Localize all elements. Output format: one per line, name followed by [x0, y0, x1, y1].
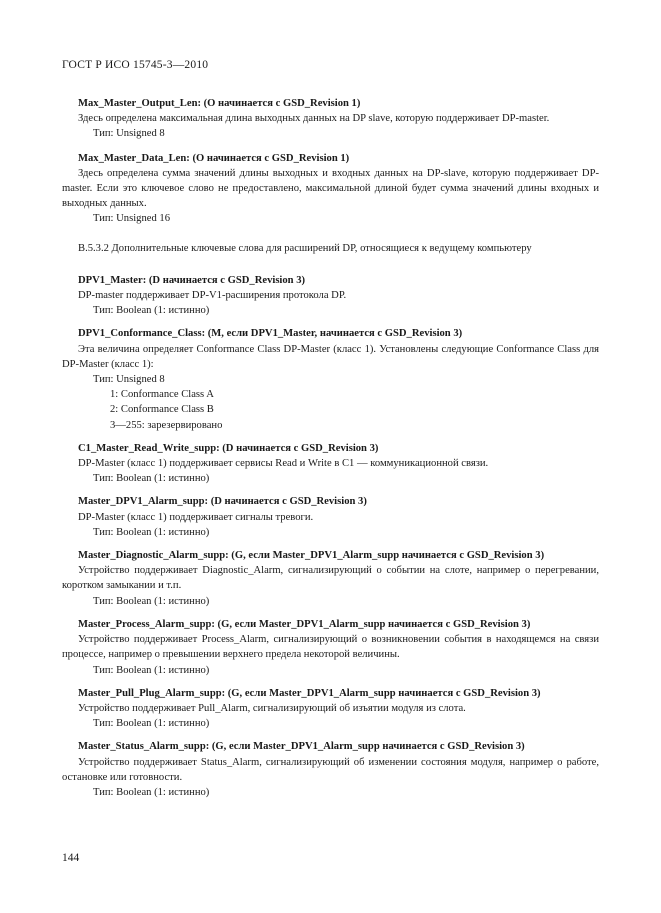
keyword-type: Тип: Unsigned 8 [93, 128, 165, 140]
keyword-title: DPV1_Master: (D начинается с GSD_Revision 3) [78, 274, 306, 286]
document-header: ГОСТ Р ИСО 15745-3—2010 [62, 59, 209, 71]
keyword-type: Тип: Boolean (1: истинно) [93, 305, 210, 317]
keyword-description: Эта величина определяет Conformance Class DP-Master (класс 1). Установлены следующие Conformance Class для DP-Master (класс 1): [62, 343, 599, 370]
value-item: 1: Conformance Class A [110, 389, 214, 401]
keyword-type: Тип: Boolean (1: истинно) [93, 595, 210, 607]
keyword-description: Здесь определена сумма значений длины выходных и входных данных на DP-slave, которую поддерживает DP-master. Если это ключевое слово не предоставлено, максимальной длиной будет сумма значений длины входных и выходных данных. [62, 167, 599, 210]
keyword-title: Master_Diagnostic_Alarm_supp: (G, если Master_DPV1_Alarm_supp начинается с GSD_Revision 3) [78, 550, 545, 562]
keyword-entry [62, 686, 599, 732]
value-item: 2: Conformance Class B [110, 404, 214, 416]
keyword-entry [62, 151, 599, 227]
keyword-title: DPV1_Conformance_Class: (M, если DPV1_Master, начинается с GSD_Revision 3) [78, 328, 463, 340]
keyword-description: DP-Master (класс 1) поддерживает сервисы Read и Write в C1 — коммуникационной связи. [78, 458, 489, 470]
keyword-title: Master_Pull_Plug_Alarm_supp: (G, если Master_DPV1_Alarm_supp начинается с GSD_Revision 3) [78, 687, 541, 699]
keyword-description: Устройство поддерживает Pull_Alarm, сигнализирующий об изъятии модуля из слота. [78, 702, 466, 714]
page-content [62, 96, 599, 808]
keyword-description: Здесь определена максимальная длина выходных данных на DP slave, которую поддерживает DP-master. [78, 113, 550, 125]
keyword-type: Тип: Unsigned 8 [93, 374, 165, 386]
section-heading: B.5.3.2 Дополнительные ключевые слова для расширений DP, относящиеся к ведущему компьютеру [78, 242, 532, 254]
keyword-description: DP-master поддерживает DP-V1-расширения протокола DP. [78, 290, 347, 302]
keyword-entry [62, 441, 599, 487]
keyword-title: Master_DPV1_Alarm_supp: (D начинается с GSD_Revision 3) [78, 496, 367, 508]
keyword-description: Устройство поддерживает Status_Alarm, сигнализирующий об изменении состояния модуля, например о работе, остановке или готовности. [62, 756, 599, 783]
keyword-entry [62, 739, 599, 800]
keyword-type: Тип: Unsigned 16 [93, 213, 170, 225]
keyword-entry [62, 548, 599, 609]
keyword-type: Тип: Boolean (1: истинно) [93, 473, 210, 485]
keyword-title: C1_Master_Read_Write_supp: (D начинается с GSD_Revision 3) [78, 442, 379, 454]
keyword-type: Тип: Boolean (1: истинно) [93, 786, 210, 798]
keyword-type: Тип: Boolean (1: истинно) [93, 718, 210, 730]
keyword-entry [62, 273, 599, 319]
keyword-title: Master_Process_Alarm_supp: (G, если Master_DPV1_Alarm_supp начинается с GSD_Revision 3) [78, 618, 531, 630]
keyword-title: Max_Master_Output_Len: (О начинается с GSD_Revision 1) [78, 98, 361, 109]
keyword-description: Устройство поддерживает Diagnostic_Alarm, сигнализирующий о событии на слоте, например о перегревании, коротком замыкании и т.п. [62, 565, 599, 592]
keyword-entry [62, 326, 599, 432]
value-item: 3—255: зарезервировано [110, 419, 223, 431]
keyword-entry [62, 617, 599, 678]
keyword-title: Master_Status_Alarm_supp: (G, если Master_DPV1_Alarm_supp начинается с GSD_Revision 3) [78, 741, 525, 753]
page-number: 144 [62, 852, 80, 864]
keyword-entry [62, 96, 599, 142]
keyword-title: Max_Master_Data_Len: (О начинается с GSD_Revision 1) [78, 152, 350, 164]
keyword-description: Устройство поддерживает Process_Alarm, сигнализирующий о возникновении события в находящемся на связи процессе, например о превышении верхнего предела некоторой величины. [62, 634, 599, 661]
keyword-type: Тип: Boolean (1: истинно) [93, 526, 210, 538]
keyword-description: DP-Master (класс 1) поддерживает сигналы тревоги. [78, 511, 314, 523]
keyword-entry [62, 494, 599, 540]
keyword-type: Тип: Boolean (1: истинно) [93, 664, 210, 676]
